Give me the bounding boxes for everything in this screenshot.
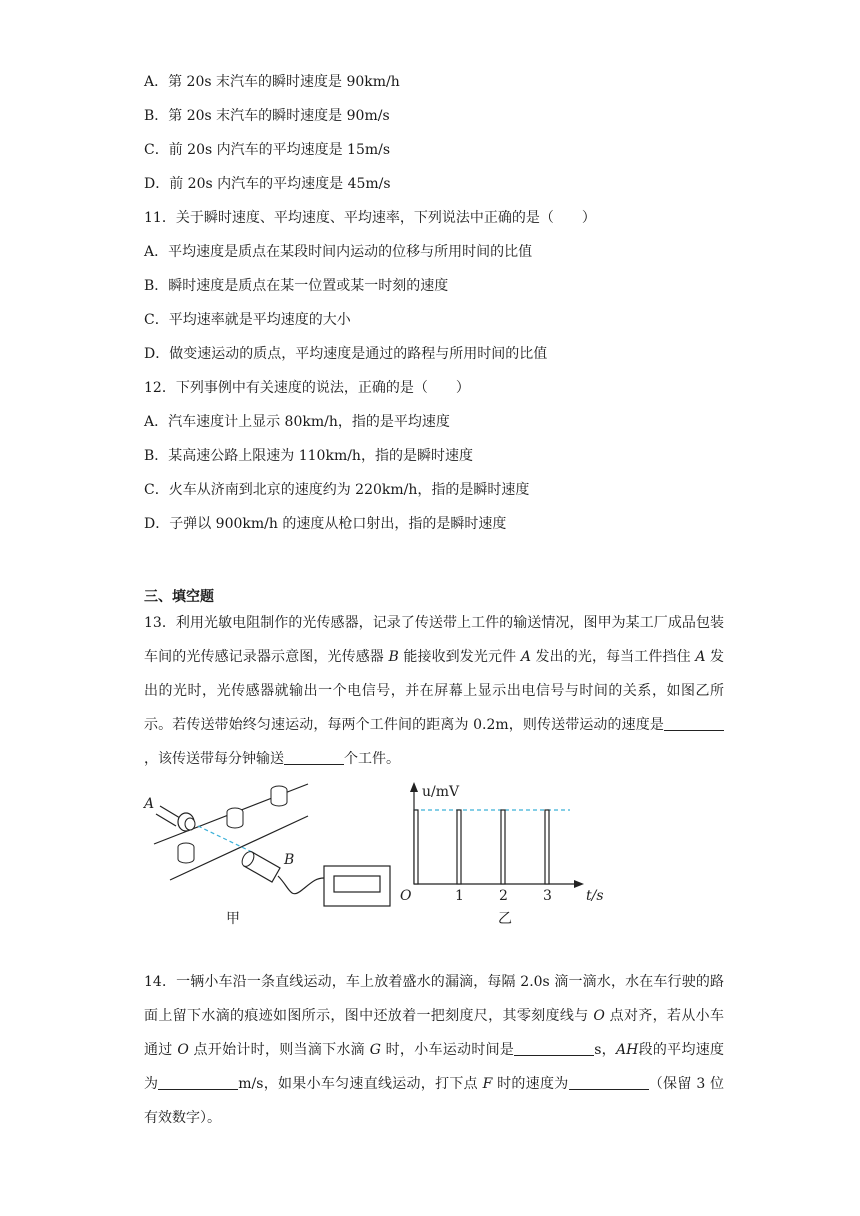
light-beam: [198, 826, 252, 852]
q13-var-b: B: [388, 649, 399, 665]
q13-text-part: 发出的光，每当工件挡住: [530, 649, 696, 665]
q13-text: [144, 606, 724, 776]
q14-text-part: 时的速度为: [492, 1076, 569, 1092]
q14-var-g: G: [369, 1042, 381, 1058]
q13-text-part: 个工件。: [344, 751, 400, 767]
label-a: A: [144, 796, 155, 812]
q13-text-part: ，该传送带每分钟输送: [144, 751, 284, 767]
q11-stem: 11．关于瞬时速度、平均速度、平均速率，下列说法中正确的是（ ）: [144, 210, 596, 226]
q13-text-part: 13．利用光敏电阻制作的光传感器，记录了传送带上工件的输送情况，图甲为某工厂成品包装车间的光传感记录器示意图，光传感器: [144, 615, 724, 665]
q14-text-part: 段的平均速度为: [144, 1042, 725, 1092]
figure-yi: [396, 776, 616, 906]
q14-text-part: （保留 3 位有效数字）。: [144, 1076, 724, 1126]
q13-var-a: A: [520, 649, 531, 665]
display-screen: [324, 866, 390, 906]
tick-label: 3: [543, 888, 552, 904]
q12-stem: 12．下列事例中有关速度的说法，正确的是（ ）: [144, 380, 470, 396]
q14-var-o: O: [177, 1042, 189, 1058]
x-axis-arrow: [574, 880, 584, 888]
q14-blank-time[interactable]: [514, 1039, 594, 1056]
q13-var-a: A: [695, 649, 706, 665]
q12-option-c: C．火车从济南到北京的速度约为 220km/h，指的是瞬时速度: [144, 482, 530, 498]
q10-option-c: C．前 20s 内汽车的平均速度是 15m/s: [144, 142, 391, 158]
q12-option-a: A．汽车速度计上显示 80km/h，指的是平均速度: [144, 414, 450, 430]
q14-text-part: 点对齐，若从小车通过: [144, 1008, 724, 1058]
pulse: [457, 810, 461, 884]
q14-text-part: s，: [594, 1042, 616, 1058]
q14-text-part: 时，小车运动时间是: [380, 1042, 515, 1058]
pulse: [545, 810, 549, 884]
pulse: [414, 810, 418, 884]
y-axis-label: u/mV: [422, 784, 460, 800]
q14-var-f: F: [482, 1076, 493, 1092]
q10-option-a: A．第 20s 末汽车的瞬时速度是 90km/h: [144, 74, 400, 90]
q14-text-part: 14．一辆小车沿一条直线运动，车上放着盛水的漏滴，每隔 2.0s 滴一滴水，水在车行驶的路面上留下水滴的痕迹如图所示，图中还放着一把刻度尺，其零刻度线与: [144, 974, 724, 1024]
q14-text: [144, 965, 724, 1135]
tick-label: 2: [499, 888, 508, 904]
q12-option-d: D．子弹以 900km/h 的速度从枪口射出，指的是瞬时速度: [144, 516, 507, 532]
y-axis-arrow: [410, 782, 418, 792]
figure-yi-caption: 乙: [498, 911, 512, 927]
workpiece: [271, 786, 287, 806]
q10-option-d: D．前 20s 内汽车的平均速度是 45m/s: [144, 176, 391, 192]
figure-jia: [140, 778, 400, 918]
sensor-b: [240, 850, 324, 894]
label-b: B: [284, 852, 295, 868]
q14-var-ah: AH: [615, 1042, 639, 1058]
section-title: 三、填空题: [144, 589, 214, 605]
q14-text-part: 点开始计时，则当滴下水滴: [188, 1042, 370, 1058]
emitter-a: [156, 806, 195, 831]
q11-option-c: C．平均速率就是平均速度的大小: [144, 312, 351, 328]
q14-var-o: O: [593, 1008, 605, 1024]
origin-label: O: [400, 888, 412, 904]
q11-option-d: D．做变速运动的质点，平均速度是通过的路程与所用时间的比值: [144, 346, 548, 362]
figure-jia-caption: 甲: [226, 911, 240, 927]
q13-blank-count[interactable]: [284, 748, 344, 765]
q11-option-a: A．平均速度是质点在某段时间内运动的位移与所用时间的比值: [144, 244, 533, 260]
q12-option-b: B．某高速公路上限速为 110km/h，指的是瞬时速度: [144, 448, 473, 464]
q13-text-part: 能接收到发光元件: [398, 649, 521, 665]
q14-blank-avg-speed[interactable]: [158, 1073, 238, 1090]
q13-blank-speed[interactable]: [664, 714, 724, 731]
q14-blank-f-speed[interactable]: [569, 1073, 649, 1090]
q14-text-part: m/s，如果小车匀速直线运动，打下点: [238, 1076, 483, 1092]
q10-option-b: B．第 20s 末汽车的瞬时速度是 90m/s: [144, 108, 390, 124]
workpiece: [227, 808, 243, 828]
workpiece: [178, 843, 194, 863]
q13-text-part: 发出的光时，光传感器就输出一个电信号，并在屏幕上显示出电信号与时间的关系，如图乙所示。若传送带始终匀速运动，每两个工件间的距离为 0.2m，则传送带运动的速度是: [144, 649, 725, 733]
tick-label: 1: [455, 888, 464, 904]
q11-option-b: B．瞬时速度是质点在某一位置或某一时刻的速度: [144, 278, 449, 294]
x-axis-label: t/s: [586, 888, 604, 904]
pulse: [501, 810, 505, 884]
